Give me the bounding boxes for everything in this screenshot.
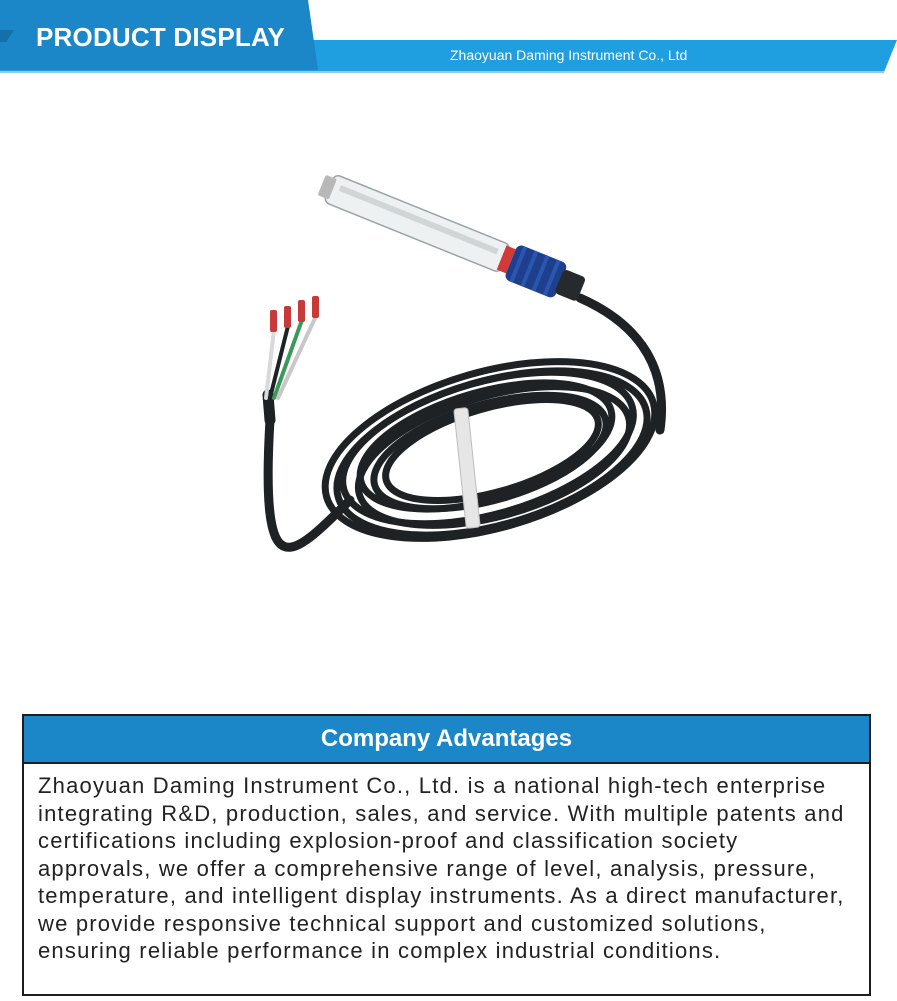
company-advantages-header xyxy=(24,716,869,764)
ph-electrode-with-cable-icon xyxy=(230,170,690,650)
company-advantages-panel xyxy=(22,714,871,996)
product-photo xyxy=(230,170,690,650)
banner-title: PRODUCT DISPLAY xyxy=(36,22,286,52)
banner-company-name: Zhaoyuan Daming Instrument Co., Ltd xyxy=(450,47,688,63)
company-advantages-title: Company Advantages xyxy=(320,725,573,752)
company-advantages-text: Zhaoyuan Daming Instrument Co., Ltd. is a national high-tech enterprise integrating R&D, production, sales, and service. With multiple patents and certifications including explosion-proof and classification society approvals, we offer a comprehensive range of level, analysis, pressure, temperature, and intelligent display instruments. As a direct manufacturer, we provide responsive technical support and customized solutions, ensuring reliable performance in complex industrial conditions. xyxy=(38,773,845,963)
header-banner xyxy=(0,0,897,75)
